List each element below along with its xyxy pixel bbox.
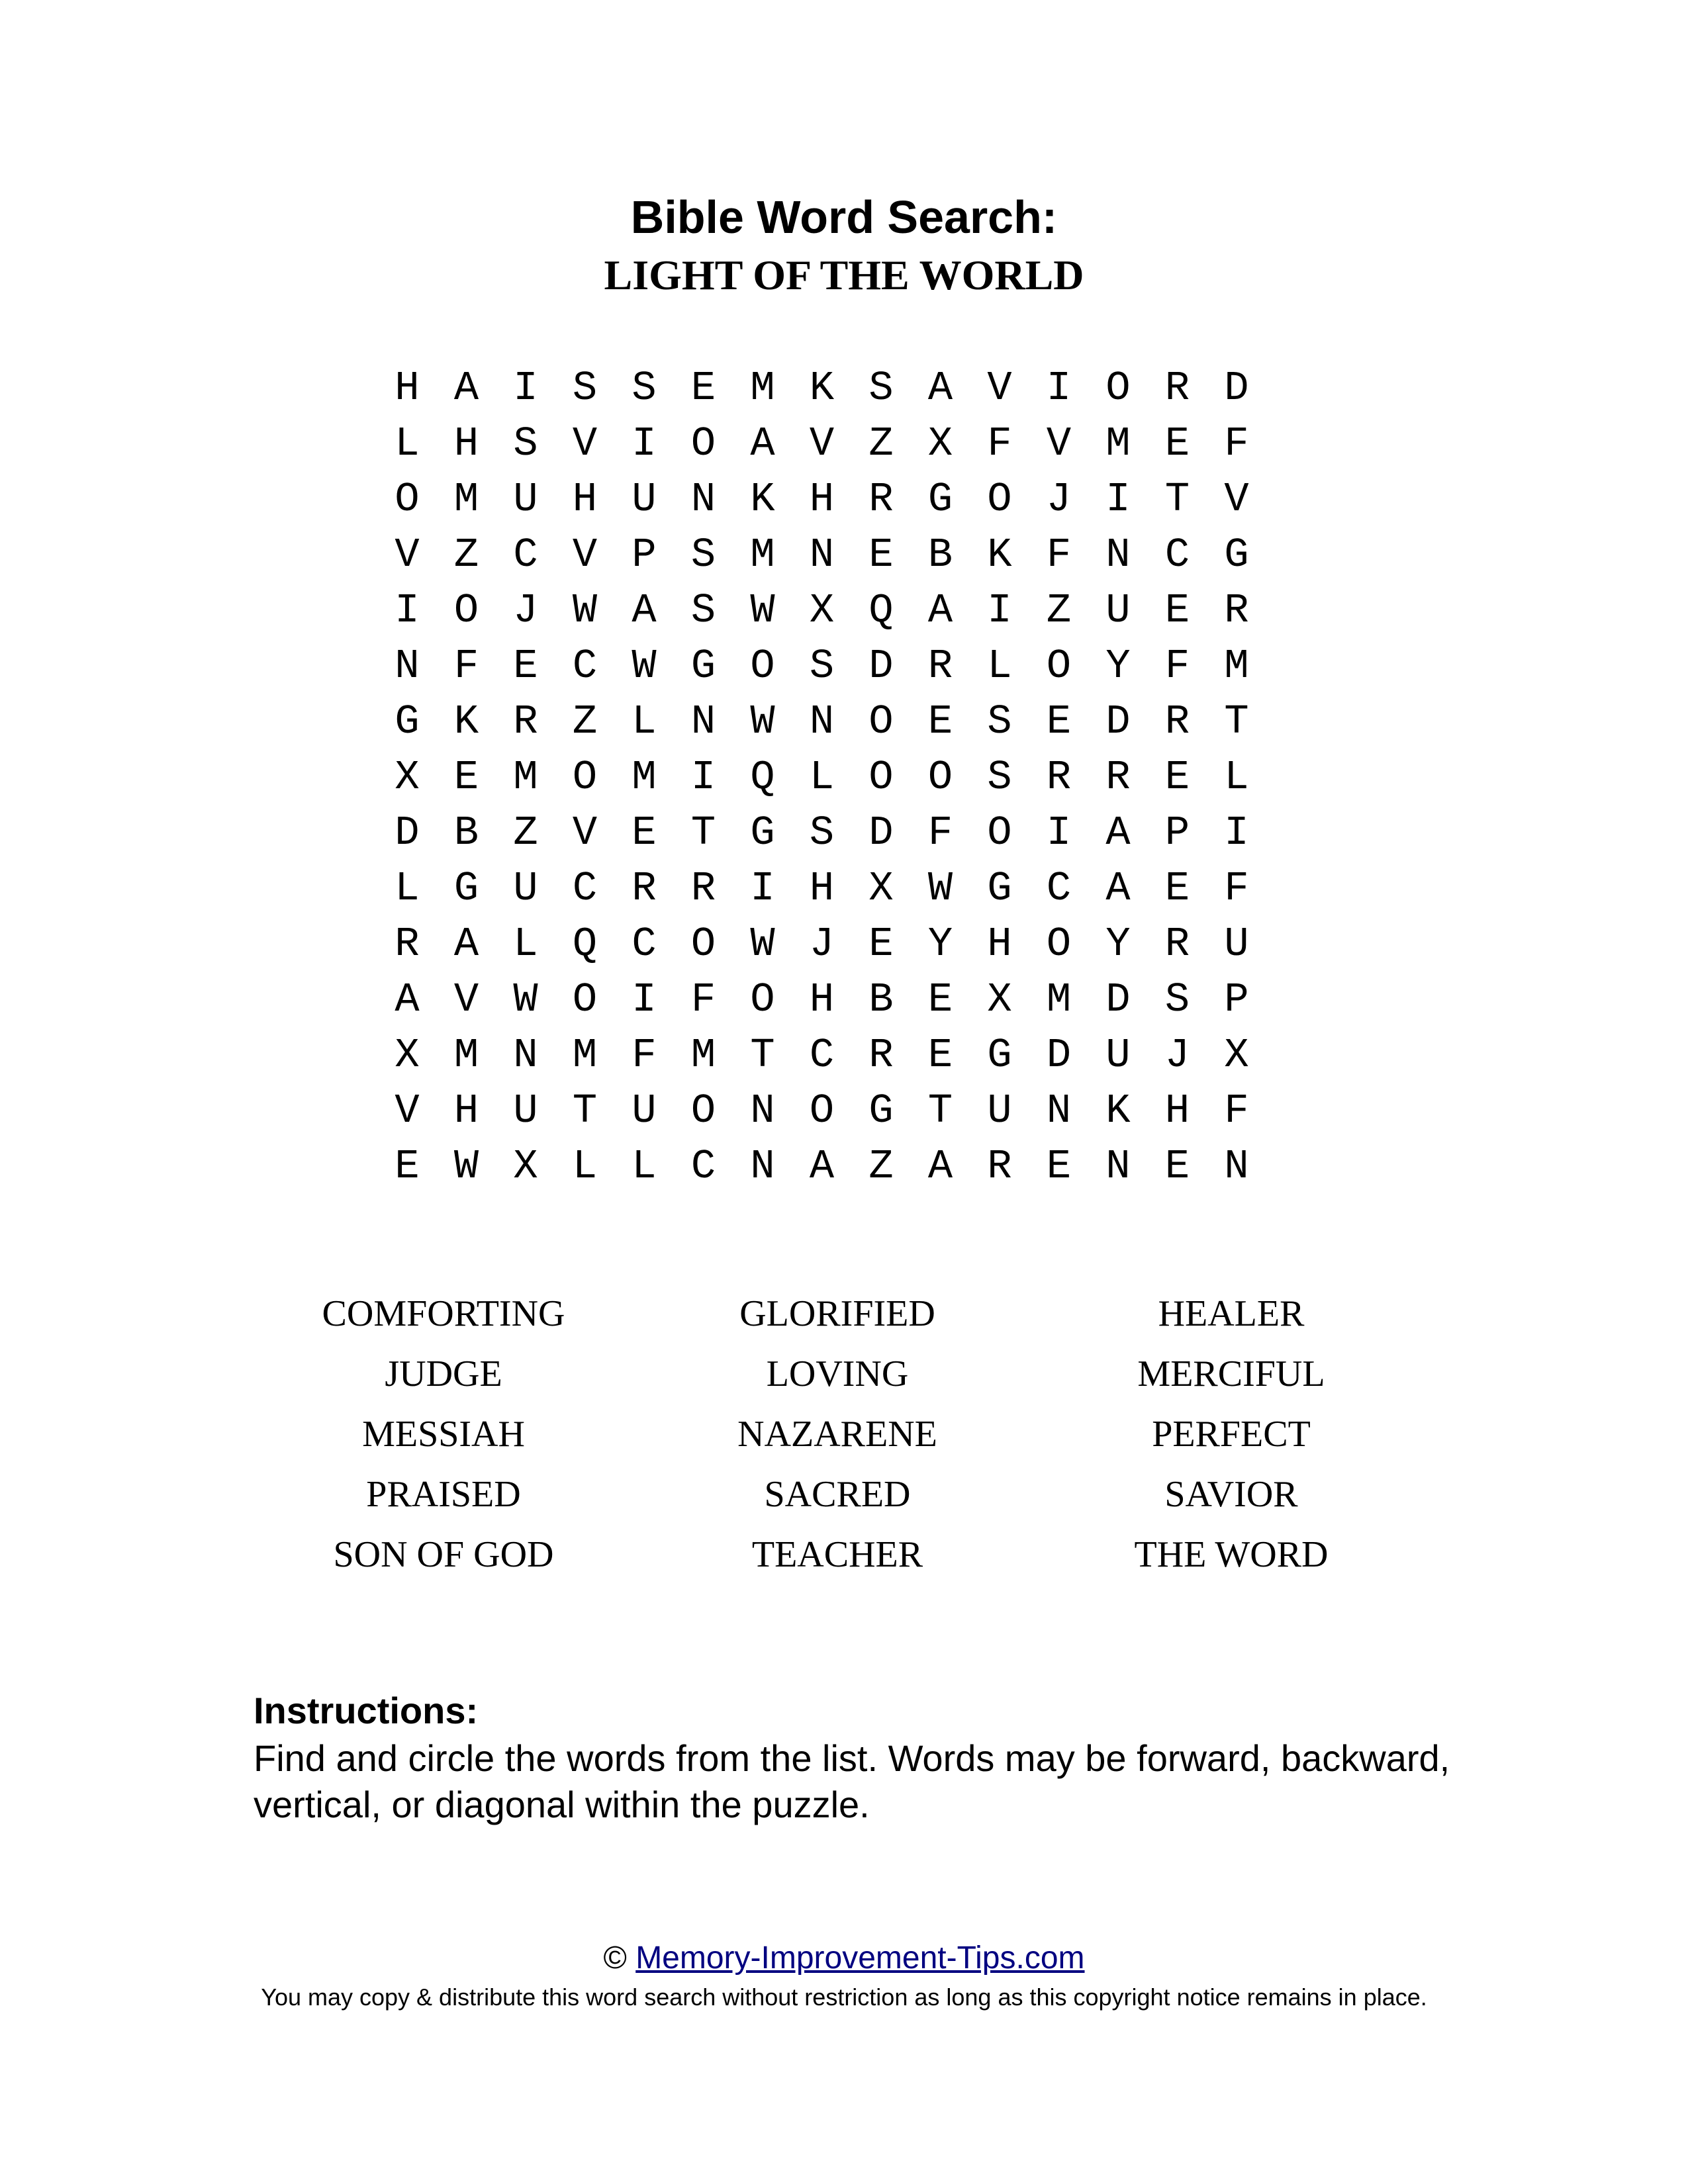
grid-letter[interactable]: I [632, 976, 657, 1023]
grid-letter[interactable]: T [1164, 476, 1190, 523]
word-list-item: SAVIOR [1164, 1474, 1298, 1515]
grid-letter[interactable]: S [868, 365, 894, 412]
grid-letter[interactable]: L [395, 420, 420, 467]
grid-letter[interactable]: I [1224, 809, 1249, 856]
grid-letter[interactable]: W [750, 698, 775, 745]
grid-letter[interactable]: L [809, 754, 835, 801]
grid-letter[interactable]: N [1105, 531, 1131, 578]
grid-letter[interactable]: G [453, 865, 479, 912]
grid-letter[interactable]: E [927, 976, 953, 1023]
grid-letter[interactable]: F [632, 1032, 657, 1079]
grid-letter[interactable]: U [632, 1087, 657, 1134]
grid-letter[interactable]: O [750, 976, 775, 1023]
page-title: Bible Word Search: [630, 191, 1058, 243]
grid-letter[interactable]: T [927, 1087, 953, 1134]
instructions-heading: Instructions: [254, 1690, 479, 1731]
word-list-item: HEALER [1158, 1293, 1305, 1334]
grid-letter[interactable]: O [750, 643, 775, 690]
grid-letter[interactable]: X [395, 1032, 420, 1079]
grid-letter[interactable]: C [572, 865, 598, 912]
grid-letter[interactable]: H [572, 476, 598, 523]
instructions-text: Find and circle the words from the list. Words may be forward, backward, vertical, or diagonal within the puzzle. [254, 1737, 1450, 1825]
grid-letter[interactable]: H [453, 420, 479, 467]
grid-letter[interactable]: G [868, 1087, 894, 1134]
grid-letter[interactable]: V [572, 420, 598, 467]
grid-letter[interactable]: O [572, 976, 598, 1023]
grid-letter[interactable]: E [690, 365, 716, 412]
grid-letter[interactable]: J [513, 587, 538, 634]
grid-letter[interactable]: A [453, 365, 479, 412]
grid-letter[interactable]: L [987, 643, 1012, 690]
word-list-item: TEACHER [751, 1534, 923, 1575]
grid-letter[interactable]: E [868, 531, 894, 578]
grid-letter[interactable]: O [690, 1087, 716, 1134]
word-search-grid [377, 361, 1271, 1208]
grid-letter[interactable]: F [1224, 1087, 1249, 1134]
grid-letter[interactable]: F [453, 643, 479, 690]
grid-letter[interactable]: A [1105, 865, 1131, 912]
grid-letter[interactable]: E [927, 698, 953, 745]
grid-letter[interactable]: W [750, 921, 775, 968]
grid-letter[interactable]: C [1164, 531, 1190, 578]
word-list-item: LOVING [766, 1353, 909, 1394]
copyright-line [0, 1939, 1688, 1978]
grid-letter[interactable]: O [987, 476, 1012, 523]
grid-letter[interactable]: R [690, 865, 716, 912]
grid-letter[interactable]: H [809, 476, 835, 523]
grid-letter[interactable]: W [927, 865, 953, 912]
grid-letter[interactable]: M [453, 476, 479, 523]
grid-letter[interactable]: L [1224, 754, 1249, 801]
grid-letter[interactable]: X [1224, 1032, 1249, 1079]
grid-letter[interactable]: V [395, 1087, 420, 1134]
grid-letter[interactable]: I [632, 420, 657, 467]
grid-letter[interactable]: Y [927, 921, 953, 968]
grid-letter[interactable]: O [395, 476, 420, 523]
grid-letter[interactable]: S [809, 809, 835, 856]
grid-letter[interactable]: V [809, 420, 835, 467]
grid-letter[interactable]: S [572, 365, 598, 412]
grid-letter[interactable]: P [1224, 976, 1249, 1023]
grid-letter[interactable]: I [513, 365, 538, 412]
word-list-item: MESSIAH [362, 1414, 525, 1455]
grid-letter[interactable]: T [1224, 698, 1249, 745]
grid-letter[interactable]: F [1046, 531, 1072, 578]
word-list-item: COMFORTING [322, 1293, 565, 1334]
grid-letter[interactable]: O [868, 754, 894, 801]
grid-letter[interactable]: E [453, 754, 479, 801]
grid-letter[interactable]: V [395, 531, 420, 578]
word-list-item: JUDGE [385, 1353, 502, 1394]
grid-letter[interactable]: S [809, 643, 835, 690]
grid-letter[interactable]: B [927, 531, 953, 578]
grid-letter[interactable]: Z [868, 420, 894, 467]
grid-letter[interactable]: A [395, 976, 420, 1023]
grid-letter[interactable]: C [690, 1143, 716, 1190]
grid-letter[interactable]: D [1224, 365, 1249, 412]
grid-letter[interactable]: Q [750, 754, 775, 801]
grid-letter[interactable]: K [750, 476, 775, 523]
grid-letter[interactable]: N [395, 643, 420, 690]
grid-letter[interactable]: A [927, 587, 953, 634]
grid-letter[interactable]: E [1164, 754, 1190, 801]
grid-letter[interactable]: O [1046, 643, 1072, 690]
grid-letter[interactable]: I [1046, 809, 1072, 856]
grid-letter[interactable]: I [750, 865, 775, 912]
grid-letter[interactable]: N [1224, 1143, 1249, 1190]
grid-letter[interactable]: P [632, 531, 657, 578]
grid-letter[interactable]: E [1164, 1143, 1190, 1190]
grid-letter[interactable]: L [572, 1143, 598, 1190]
grid-letter[interactable]: E [1164, 865, 1190, 912]
grid-letter[interactable]: E [1164, 587, 1190, 634]
grid-letter[interactable]: A [750, 420, 775, 467]
grid-letter[interactable]: S [690, 587, 716, 634]
grid-letter[interactable]: C [632, 921, 657, 968]
grid-letter[interactable]: F [690, 976, 716, 1023]
word-list-item: SON OF GOD [333, 1534, 554, 1575]
grid-letter[interactable]: Z [1046, 587, 1072, 634]
grid-letter[interactable]: D [1046, 1032, 1072, 1079]
grid-letter[interactable]: E [927, 1032, 953, 1079]
grid-letter[interactable]: G [987, 1032, 1012, 1079]
grid-letter[interactable]: U [987, 1087, 1012, 1134]
grid-letter[interactable]: Z [513, 809, 538, 856]
grid-letter[interactable]: R [1164, 365, 1190, 412]
word-list [0, 1291, 1688, 1595]
grid-letter[interactable]: V [1224, 476, 1249, 523]
grid-letter[interactable]: R [1105, 754, 1131, 801]
grid-letter[interactable]: R [868, 1032, 894, 1079]
grid-letter[interactable]: O [987, 809, 1012, 856]
grid-letter[interactable]: C [513, 531, 538, 578]
grid-letter[interactable]: N [809, 531, 835, 578]
grid-letter[interactable]: W [572, 587, 598, 634]
grid-letter[interactable]: Z [453, 531, 479, 578]
grid-letter[interactable]: G [1224, 531, 1249, 578]
grid-letter[interactable]: S [987, 698, 1012, 745]
grid-letter[interactable]: R [927, 643, 953, 690]
grid-letter[interactable]: F [927, 809, 953, 856]
word-list-item: PERFECT [1152, 1414, 1311, 1455]
grid-letter[interactable]: S [1164, 976, 1190, 1023]
grid-letter[interactable]: J [809, 921, 835, 968]
grid-letter[interactable]: T [750, 1032, 775, 1079]
grid-letter[interactable]: V [1046, 420, 1072, 467]
grid-letter[interactable]: F [1224, 865, 1249, 912]
grid-letter[interactable]: M [1046, 976, 1072, 1023]
grid-letter[interactable]: I [395, 587, 420, 634]
grid-letter[interactable]: R [1164, 921, 1190, 968]
grid-letter[interactable]: N [1105, 1143, 1131, 1190]
grid-letter[interactable]: U [513, 865, 538, 912]
grid-letter[interactable]: R [868, 476, 894, 523]
grid-letter[interactable]: D [868, 809, 894, 856]
grid-letter[interactable]: O [927, 754, 953, 801]
grid-letter[interactable]: L [632, 1143, 657, 1190]
grid-letter[interactable]: X [395, 754, 420, 801]
grid-letter[interactable]: R [987, 1143, 1012, 1190]
grid-letter[interactable]: M [453, 1032, 479, 1079]
grid-letter[interactable]: E [395, 1143, 420, 1190]
page-subtitle: LIGHT OF THE WORLD [604, 251, 1084, 298]
grid-letter[interactable]: U [1105, 587, 1131, 634]
grid-letter[interactable]: E [868, 921, 894, 968]
grid-letter[interactable]: N [690, 476, 716, 523]
grid-letter[interactable]: Z [572, 698, 598, 745]
grid-letter[interactable]: N [750, 1087, 775, 1134]
grid-letter[interactable]: Z [868, 1143, 894, 1190]
grid-letter[interactable]: F [1164, 643, 1190, 690]
grid-letter[interactable]: T [690, 809, 716, 856]
grid-letter[interactable]: R [1046, 754, 1072, 801]
grid-letter[interactable]: V [987, 365, 1012, 412]
grid-letter[interactable]: M [513, 754, 538, 801]
grid-letter[interactable]: K [809, 365, 835, 412]
grid-letter[interactable]: U [632, 476, 657, 523]
grid-letter[interactable]: L [632, 698, 657, 745]
grid-letter[interactable]: A [927, 1143, 953, 1190]
grid-letter[interactable]: I [690, 754, 716, 801]
grid-letter[interactable]: A [1105, 809, 1131, 856]
grid-letter[interactable]: B [453, 809, 479, 856]
grid-letter[interactable]: Y [1105, 921, 1131, 968]
grid-letter[interactable]: V [453, 976, 479, 1023]
grid-letter[interactable]: A [453, 921, 479, 968]
grid-letter[interactable]: H [395, 365, 420, 412]
word-list-item: SACRED [764, 1474, 911, 1515]
grid-letter[interactable]: N [690, 698, 716, 745]
grid-letter[interactable]: W [453, 1143, 479, 1190]
grid-letter[interactable]: N [809, 698, 835, 745]
grid-letter[interactable]: G [750, 809, 775, 856]
grid-letter[interactable]: E [1046, 698, 1072, 745]
grid-letter[interactable]: J [1164, 1032, 1190, 1079]
grid-letter[interactable]: O [690, 921, 716, 968]
copyright-notice: You may copy & distribute this word search without restriction as long as this copyright notice remains in place. [261, 1983, 1427, 2011]
grid-letter[interactable]: N [750, 1143, 775, 1190]
grid-letter[interactable]: O [809, 1087, 835, 1134]
grid-letter[interactable]: M [690, 1032, 716, 1079]
grid-letter[interactable]: S [690, 531, 716, 578]
website-link[interactable]: Memory-Improvement-Tips.com [635, 1940, 1085, 1976]
grid-letter[interactable]: O [868, 698, 894, 745]
grid-letter[interactable]: O [690, 420, 716, 467]
grid-letter[interactable]: E [1046, 1143, 1072, 1190]
grid-letter[interactable]: V [572, 531, 598, 578]
grid-letter[interactable]: H [809, 976, 835, 1023]
grid-letter[interactable]: H [809, 865, 835, 912]
grid-letter[interactable]: C [1046, 865, 1072, 912]
grid-letter[interactable]: U [1105, 1032, 1131, 1079]
grid-letter[interactable]: Q [572, 921, 598, 968]
grid-letter[interactable]: X [987, 976, 1012, 1023]
grid-letter[interactable]: U [513, 476, 538, 523]
grid-letter[interactable]: F [1224, 420, 1249, 467]
grid-letter[interactable]: D [1105, 976, 1131, 1023]
grid-letter[interactable]: G [690, 643, 716, 690]
grid-letter[interactable]: O [1105, 365, 1131, 412]
grid-letter[interactable]: M [1224, 643, 1249, 690]
grid-letter[interactable]: S [513, 420, 538, 467]
word-list-item: THE WORD [1134, 1534, 1329, 1575]
grid-letter[interactable]: C [572, 643, 598, 690]
grid-letter[interactable]: A [632, 587, 657, 634]
grid-letter[interactable]: M [632, 754, 657, 801]
grid-letter[interactable]: K [453, 698, 479, 745]
grid-letter[interactable]: R [632, 865, 657, 912]
grid-letter[interactable]: I [1105, 476, 1131, 523]
grid-letter[interactable]: K [987, 531, 1012, 578]
grid-letter[interactable]: G [395, 698, 420, 745]
grid-letter[interactable]: X [809, 587, 835, 634]
grid-letter[interactable]: L [395, 865, 420, 912]
grid-letter[interactable]: Y [1105, 643, 1131, 690]
grid-letter[interactable]: X [927, 420, 953, 467]
grid-letter[interactable]: D [395, 809, 420, 856]
grid-letter[interactable]: M [750, 531, 775, 578]
grid-letter[interactable]: S [987, 754, 1012, 801]
grid-letter[interactable]: F [987, 420, 1012, 467]
word-list-item: NAZARENE [737, 1414, 937, 1455]
grid-letter[interactable]: U [513, 1087, 538, 1134]
word-list-item: MERCIFUL [1137, 1353, 1325, 1394]
grid-letter[interactable]: D [868, 643, 894, 690]
grid-letter[interactable]: Q [868, 587, 894, 634]
grid-letter[interactable]: V [572, 809, 598, 856]
copyright-symbol: © [603, 1940, 627, 1976]
grid-letter[interactable]: A [809, 1143, 835, 1190]
word-list-item: GLORIFIED [739, 1293, 935, 1334]
grid-letter[interactable]: N [1046, 1087, 1072, 1134]
grid-letter[interactable]: O [572, 754, 598, 801]
grid-letter[interactable]: W [750, 587, 775, 634]
grid-letter[interactable]: P [1164, 809, 1190, 856]
grid-letter[interactable]: X [868, 865, 894, 912]
grid-letter[interactable]: M [750, 365, 775, 412]
grid-letter[interactable]: R [513, 698, 538, 745]
word-list-item: PRAISED [366, 1474, 521, 1515]
grid-letter[interactable]: W [632, 643, 657, 690]
grid-letter[interactable]: S [632, 365, 657, 412]
grid-letter[interactable]: W [513, 976, 538, 1023]
grid-letter[interactable]: I [987, 587, 1012, 634]
grid-letter[interactable]: R [395, 921, 420, 968]
grid-letter[interactable]: G [987, 865, 1012, 912]
grid-letter[interactable]: H [453, 1087, 479, 1134]
grid-letter[interactable]: U [1224, 921, 1249, 968]
grid-letter[interactable]: E [632, 809, 657, 856]
grid-letter[interactable]: G [927, 476, 953, 523]
grid-letter[interactable]: L [513, 921, 538, 968]
grid-letter[interactable]: M [1105, 420, 1131, 467]
grid-letter[interactable]: N [513, 1032, 538, 1079]
grid-letter[interactable]: A [927, 365, 953, 412]
grid-letter[interactable]: O [453, 587, 479, 634]
grid-letter[interactable]: B [868, 976, 894, 1023]
grid-letter[interactable]: K [1105, 1087, 1131, 1134]
grid-letter[interactable]: R [1224, 587, 1249, 634]
grid-letter[interactable]: H [1164, 1087, 1190, 1134]
grid-letter[interactable]: E [1164, 420, 1190, 467]
grid-letter[interactable]: E [513, 643, 538, 690]
grid-letter[interactable]: T [572, 1087, 598, 1134]
grid-letter[interactable]: R [1164, 698, 1190, 745]
grid-letter[interactable]: H [987, 921, 1012, 968]
grid-letter[interactable]: C [809, 1032, 835, 1079]
grid-letter[interactable]: O [1046, 921, 1072, 968]
grid-letter[interactable]: X [513, 1143, 538, 1190]
grid-letter[interactable]: D [1105, 698, 1131, 745]
grid-letter[interactable]: J [1046, 476, 1072, 523]
grid-letter[interactable]: M [572, 1032, 598, 1079]
grid-letter[interactable]: I [1046, 365, 1072, 412]
